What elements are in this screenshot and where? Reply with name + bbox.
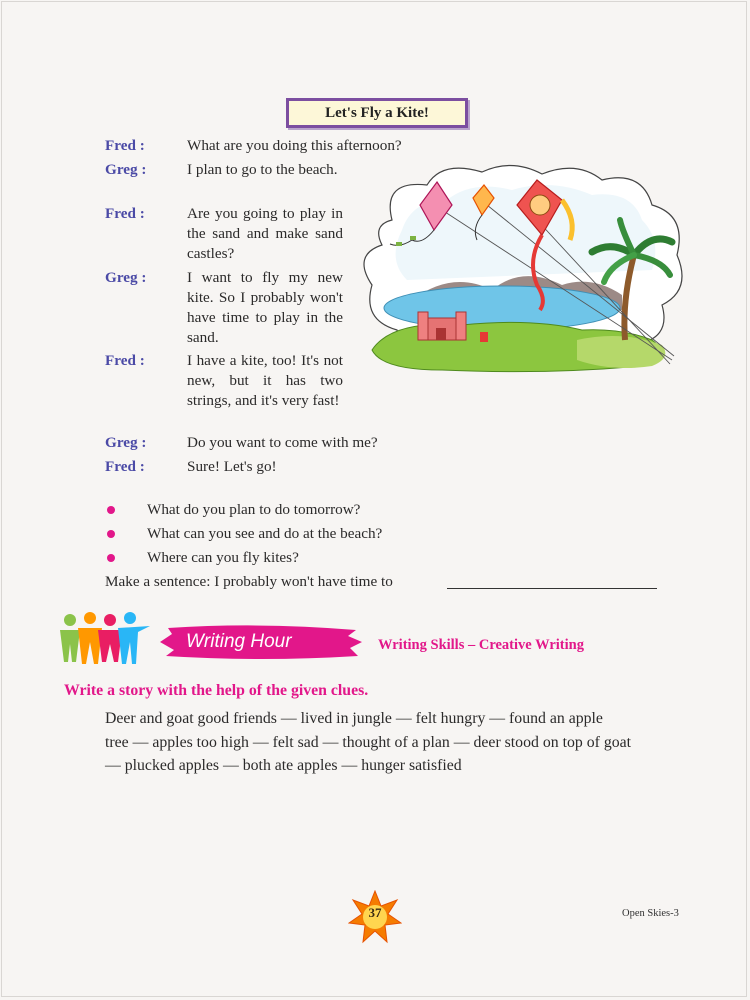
speaker-label: Fred : <box>105 137 145 154</box>
dialogue-text: Are you going to play in the sand and make sand castles? <box>187 205 343 262</box>
speaker-label: Greg : <box>105 269 147 286</box>
page-number: 37 <box>368 905 382 920</box>
story-clues <box>105 707 695 778</box>
kite-scene-illustration <box>352 160 692 380</box>
dialogue-text: Sure! Let's go! <box>187 458 277 475</box>
question-text: What do you plan to do tomorrow? <box>147 501 361 518</box>
bullet-dot <box>107 506 115 514</box>
dialogue-text: Do you want to come with me? <box>187 434 378 451</box>
speaker-label: Fred : <box>105 458 145 475</box>
answer-blank-line[interactable] <box>447 588 657 589</box>
writing-skills-heading: Writing Skills – Creative Writing <box>378 637 584 653</box>
speaker-label: Greg : <box>105 434 147 451</box>
dialogue-text: I want to fly my new kite. So I probably won't have time to play in the sand. <box>187 269 343 346</box>
bullet-dot <box>107 530 115 538</box>
question-text: Where can you fly kites? <box>147 549 299 566</box>
dialogue-text: I have a kite, too! It's not new, but it has two strings, and it's very fast! <box>187 352 343 409</box>
sentence-prompt: Make a sentence: I probably won't have time to <box>105 573 393 590</box>
bullet-dot <box>107 554 115 562</box>
speaker-label: Greg : <box>105 161 147 178</box>
speaker-label: Fred : <box>105 205 145 222</box>
dialogue-text: What are you doing this afternoon? <box>187 137 402 154</box>
clue-line: Deer and goat good friends — lived in jungle — felt hungry — found an apple <box>105 710 603 727</box>
dialogue-text: I plan to go to the beach. <box>187 161 338 178</box>
writing-hour-label: Writing Hour <box>186 631 292 652</box>
book-footer: Open Skies-3 <box>622 908 679 919</box>
speaker-label: Fred : <box>105 352 145 369</box>
clue-line: tree — apples too high — felt sad — thought of a plan — deer stood on top of goat <box>105 733 632 751</box>
page-number-badge <box>348 890 402 944</box>
question-text: What can you see and do at the beach? <box>147 525 383 542</box>
children-figures-icon <box>60 612 152 668</box>
writing-task: Write a story with the help of the given clues. <box>64 682 369 699</box>
clue-line: — plucked apples — both ate apples — hunger satisfied <box>105 757 462 774</box>
page-title: Let's Fly a Kite! <box>286 98 468 128</box>
bucket <box>480 332 488 342</box>
